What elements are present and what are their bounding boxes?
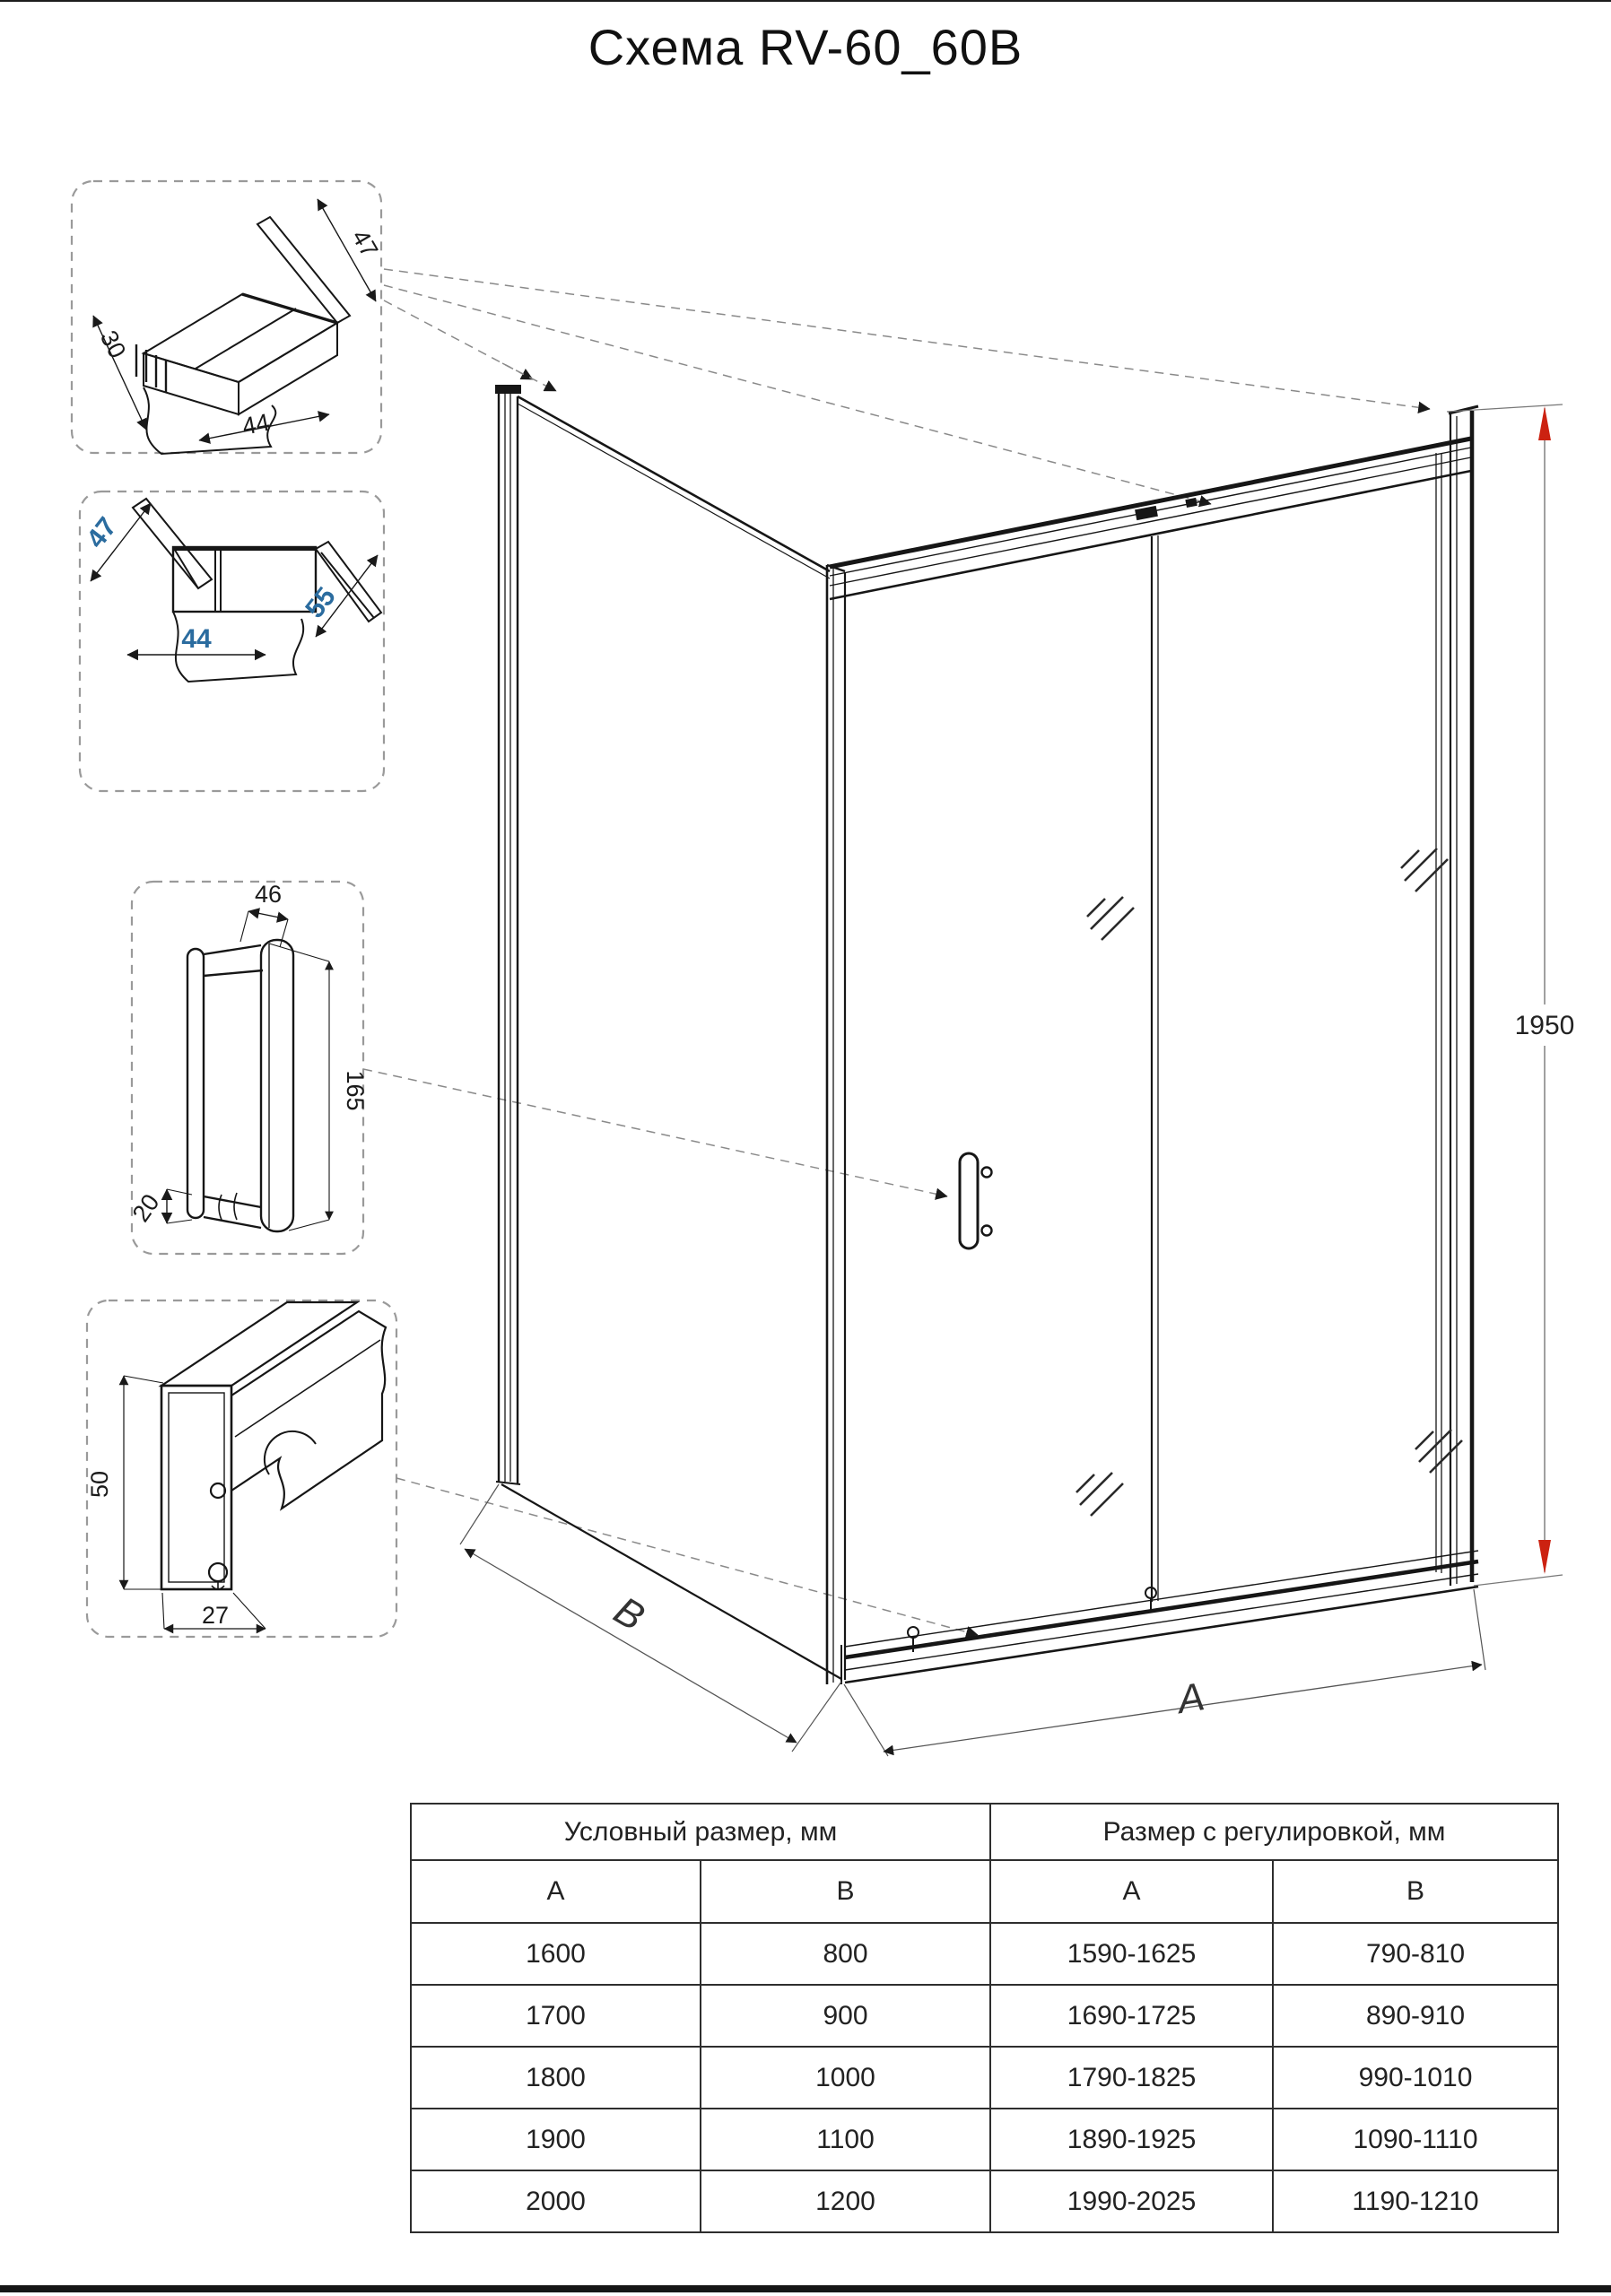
leader-lines [363,269,1430,1635]
dim-bottom-profile-27: 27 [201,1602,230,1629]
dim-handle-46: 46 [254,881,283,908]
dim-wall-profile-47: 47 [81,511,123,554]
page-title: Схема RV-60_60B [588,19,1023,75]
cell: 1790-1825 [990,2047,1273,2109]
side-glass-panel [501,396,841,1679]
cell: 2000 [411,2170,701,2232]
cell: 1700 [411,1985,701,2047]
cell: 790-810 [1273,1923,1558,1985]
dim-label-A: A [1174,1674,1208,1723]
detail-wall-profile [80,491,384,791]
page-border-bottom [0,2285,1611,2292]
col-header-A2: A [990,1860,1273,1923]
red-arrow-up [1538,406,1551,440]
dimension-width-A [844,1589,1485,1756]
table-group-header-nominal: Условный размер, мм [411,1804,990,1860]
dim-label-B: B [606,1588,652,1640]
cell: 1800 [411,2047,701,2109]
red-arrow-down [1538,1540,1551,1574]
cell: 1200 [701,2170,990,2232]
dim-wall-profile-55: 55 [300,581,342,624]
cell: 1990-2025 [990,2170,1273,2232]
top-rail [830,439,1471,599]
col-header-A1: A [411,1860,701,1923]
door-left-post [827,565,845,1684]
enclosure-drawing [496,386,1478,1684]
dim-bottom-profile-50: 50 [86,1470,113,1499]
dim-wall-profile-44: 44 [181,624,212,654]
table-row [411,2109,1558,2170]
door-handle [960,1153,992,1248]
dimension-depth-B [460,1484,841,1752]
col-header-B2: B [1273,1860,1558,1923]
table-row [411,2047,1558,2109]
cell: 890-910 [1273,1985,1558,2047]
cell: 1690-1725 [990,1985,1273,2047]
cell: 1190-1210 [1273,2170,1558,2232]
size-table [410,1803,1559,2233]
col-header-B1: B [701,1860,990,1923]
dim-height-1950: 1950 [1514,1011,1575,1040]
table-row [411,1923,1558,1985]
dim-top-profile-47: 47 [346,224,384,263]
detail-bottom-profile [86,1300,396,1637]
detail-box-border [87,1300,396,1637]
table-group-header-adjust: Размер с регулировкой, мм [990,1804,1558,1860]
bottom-rail [841,1551,1478,1684]
dim-handle-165: 165 [342,1070,369,1111]
cell: 1090-1110 [1273,2109,1558,2170]
table-row [411,1985,1558,2047]
cell: 1100 [701,2109,990,2170]
detail-box-border [72,181,384,453]
dimension-height [1447,404,1574,1586]
door-right-post [1436,406,1478,1586]
detail-top-profile [72,181,383,454]
cell: 990-1010 [1273,2047,1558,2109]
cell: 900 [701,1985,990,2047]
dim-top-profile-44: 44 [239,408,272,440]
dim-handle-20: 20 [126,1188,165,1227]
cell: 800 [701,1923,990,1985]
cell: 1890-1925 [990,2109,1273,2170]
door-mullion [1152,535,1158,1602]
wall-post [496,386,520,1484]
detail-handle [127,881,369,1254]
cell: 1000 [701,2047,990,2109]
glass-marks [1076,848,1462,1516]
table-row [411,2170,1558,2232]
cell: 1600 [411,1923,701,1985]
cell: 1900 [411,2109,701,2170]
dim-top-profile-30: 30 [94,326,132,363]
cell: 1590-1625 [990,1923,1273,1985]
